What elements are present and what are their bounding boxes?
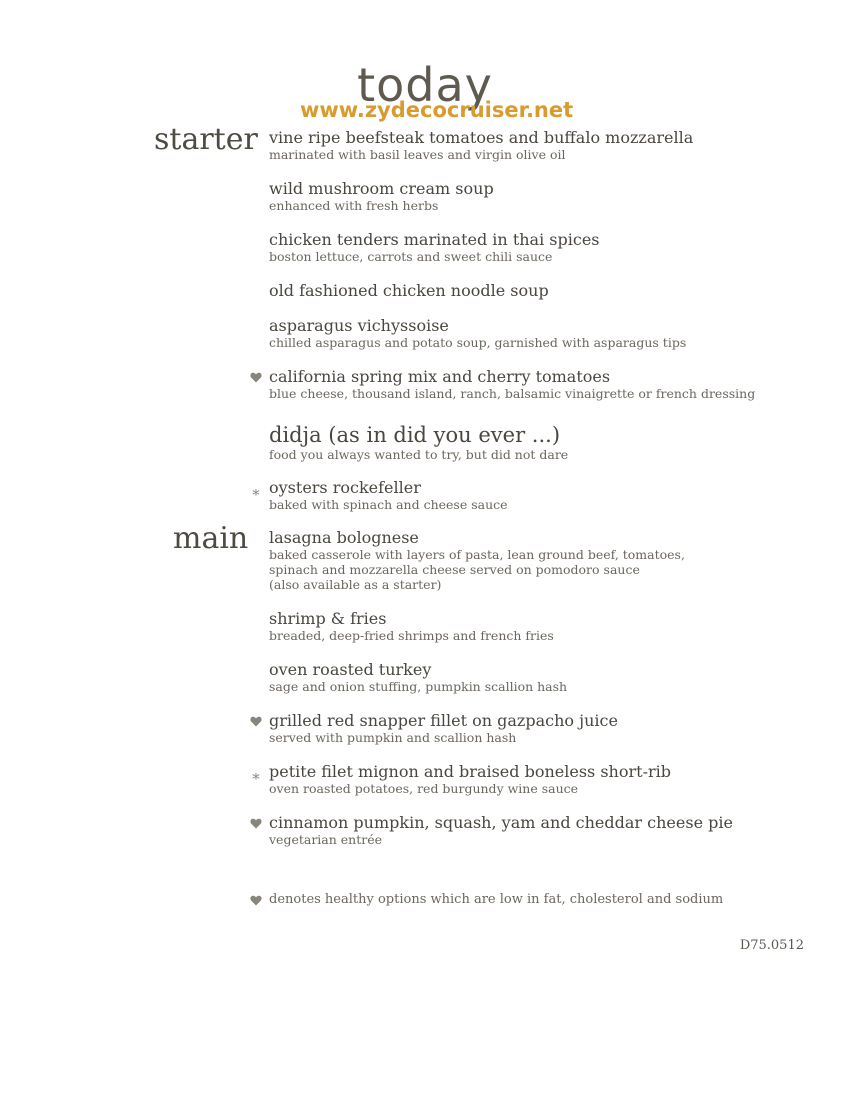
menu-item-name: wild mushroom cream soup bbox=[269, 179, 494, 198]
menu-item-description: food you always wanted to try, but did not dare bbox=[269, 447, 569, 462]
asterisk-icon: ∗ bbox=[250, 767, 262, 785]
menu-item-name: old fashioned chicken noodle soup bbox=[269, 281, 549, 300]
menu-item-name: california spring mix and cherry tomatoes bbox=[269, 367, 611, 386]
menu-item bbox=[269, 368, 829, 401]
healthy-note-text: denotes healthy options which are low in fat, cholesterol and sodium bbox=[269, 892, 724, 907]
menu-item-description: spinach and mozzarella cheese served on pomodoro sauce bbox=[269, 562, 640, 577]
menu-item bbox=[269, 712, 829, 745]
menu-item bbox=[269, 317, 829, 350]
watermark-text: www.zydecocruiser.net bbox=[300, 98, 574, 122]
healthy-note bbox=[269, 892, 723, 907]
menu-item-name: oven roasted turkey bbox=[269, 660, 432, 679]
section-label-main: main bbox=[173, 521, 249, 556]
heart-icon bbox=[250, 818, 262, 829]
menu-item bbox=[269, 661, 829, 694]
menu-item-description: served with pumpkin and scallion hash bbox=[269, 730, 517, 745]
menu-item-description: (also available as a starter) bbox=[269, 577, 442, 592]
menu-item-description: baked casserole with layers of pasta, lean ground beef, tomatoes, bbox=[269, 547, 685, 562]
menu-item-description: breaded, deep-fried shrimps and french fries bbox=[269, 628, 554, 643]
menu-item-name: petite filet mignon and braised boneless short-rib bbox=[269, 762, 671, 781]
menu-item-description: marinated with basil leaves and virgin olive oil bbox=[269, 147, 566, 162]
menu-item bbox=[250, 478, 829, 512]
menu-item-description: enhanced with fresh herbs bbox=[269, 198, 439, 213]
menu-item-name: vine ripe beefsteak tomatoes and buffalo mozzarella bbox=[269, 128, 694, 147]
menu-item-description: blue cheese, thousand island, ranch, balsamic vinaigrette or french dressing bbox=[269, 386, 756, 401]
section-label-starter: starter bbox=[154, 122, 258, 157]
menu-item-description: baked with spinach and cheese sauce bbox=[269, 497, 508, 512]
asterisk-icon: ∗ bbox=[250, 483, 262, 501]
menu-item-name: shrimp & fries bbox=[269, 609, 387, 628]
menu-item-name: chicken tenders marinated in thai spices bbox=[269, 230, 600, 249]
menu-item-name: oysters rockefeller bbox=[269, 478, 421, 497]
menu-item-description: sage and onion stuffing, pumpkin scallion hash bbox=[269, 679, 568, 694]
heart-icon bbox=[250, 372, 262, 383]
menu-item bbox=[269, 282, 829, 300]
menu-item-description: boston lettuce, carrots and sweet chili sauce bbox=[269, 249, 553, 264]
menu-item bbox=[250, 762, 829, 796]
menu-item bbox=[269, 610, 829, 643]
menu-item bbox=[269, 529, 829, 592]
menu-item-name: asparagus vichyssoise bbox=[269, 316, 449, 335]
heart-icon bbox=[250, 895, 262, 906]
menu-item bbox=[269, 231, 829, 264]
menu-item bbox=[269, 814, 829, 847]
menu-item-description: chilled asparagus and potato soup, garnished with asparagus tips bbox=[269, 335, 687, 350]
menu-item-description: vegetarian entrée bbox=[269, 832, 383, 847]
menu-item bbox=[269, 129, 829, 162]
menu-code: D75.0512 bbox=[739, 938, 804, 953]
menu-item bbox=[269, 180, 829, 213]
menu-item-description: oven roasted potatoes, red burgundy wine sauce bbox=[269, 781, 579, 796]
menu-item-name: cinnamon pumpkin, squash, yam and cheddar cheese pie bbox=[269, 813, 733, 832]
heart-icon bbox=[250, 716, 262, 727]
menu-item-name: grilled red snapper fillet on gazpacho juice bbox=[269, 711, 618, 730]
menu-title: today bbox=[357, 58, 493, 112]
menu-item-name: lasagna bolognese bbox=[269, 528, 419, 547]
menu-item bbox=[269, 423, 829, 462]
menu-item-name: didja (as in did you ever ...) bbox=[269, 423, 561, 447]
